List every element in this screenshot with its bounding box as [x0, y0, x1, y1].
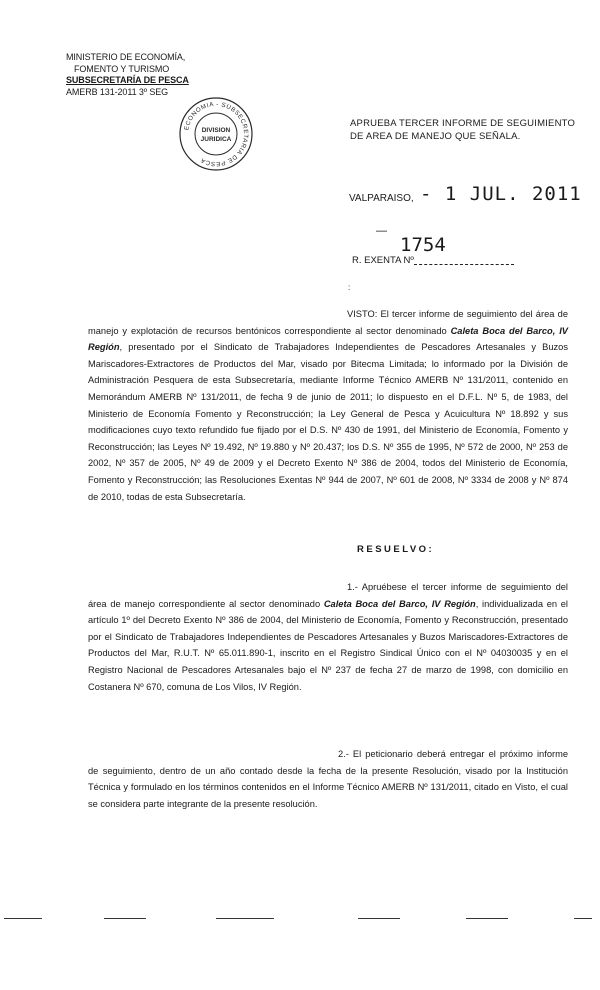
svg-text:DIVISION: DIVISION: [201, 127, 231, 134]
resolution-subject: [350, 118, 575, 143]
division-juridica-stamp: [178, 96, 254, 172]
letterhead: [66, 52, 189, 98]
svg-text:ECONOMIA - SUBSECRETARIA DE PE: ECONOMIA - SUBSECRETARIA DE PESCA: [183, 100, 250, 168]
signature-line-5: [466, 918, 508, 919]
signature-line-6: [574, 918, 592, 919]
ministry-subname: FOMENTO Y TURISMO: [74, 63, 170, 74]
visto-paragraph: [88, 306, 568, 505]
subject-line-1: APRUEBA TERCER INFORME DE SEGUIMIENTO: [350, 118, 576, 129]
resolution-number: 1754: [400, 234, 446, 256]
number-dash: —: [376, 225, 387, 237]
signature-line-1: [4, 918, 42, 919]
stamped-date: - 1 JUL. 2011: [420, 183, 582, 205]
signature-line-4: [358, 918, 400, 919]
article-1-lead: 1.- Apruébese el tercer informe de seguimiento del área de manejo correspondiente al sector denominado: [88, 582, 568, 609]
visto-lead: VISTO: El tercer informe de seguimiento del área de manejo y explotación de recursos bentónicos correspondiente al sector denominado: [88, 309, 568, 336]
subsecretariat-name: SUBSECRETARÍA DE PESCA: [66, 75, 189, 85]
signature-line-3: [216, 918, 274, 919]
article-2-text: 2.- El peticionario deberá entregar el próximo informe de seguimiento, dentro de un año contado desde la fecha de la presente Resolución, visado por la Institución Técnica y formulado en los términos contenidos en el Informe Técnico AMERB Nº 131/2011, citado en Visto, el cual se considera parte integrante de la presente resolución.: [88, 749, 568, 809]
article-1-rest: , individualizada en el artículo 1º del Decreto Exento Nº 386 de 2004, del Ministerio de Economía, Fomento y Reconstrucción, presentado por el Sindicato de Trabajadores Independientes de Pescadores Artesanales y Buzos Mariscadores-Extractores de Productos del Mar, R.U.T. Nº 65.011.890-1, inscrito en el Registro Sindical Único con el Nº 04030035 y en el Registro Nacional de Pescadores Artesanales bajo el Nº 237 de fecha 27 de marzo de 1998, con domicilio en Costanera Nº 670, comuna de Los Vilos, IV Región.: [88, 598, 568, 692]
resolution-label: R. EXENTA Nº: [352, 255, 414, 266]
article-2-paragraph: [88, 746, 568, 812]
margin-mark: :: [348, 283, 351, 292]
place-label: VALPARAISO,: [349, 193, 414, 204]
subject-line-2: DE AREA DE MANEJO QUE SEÑALA.: [350, 130, 521, 142]
visto-sector-name: Caleta Boca del Barco, IV Región: [88, 325, 568, 353]
visto-rest: , presentado por el Sindicato de Trabajadores Independientes de Pescadores Artesanales y Buzos Mariscadores-Extractores de Productos del Mar, visado por Bitecma Limitada; lo informado por la División de Administración Pesquera de esta Subsecretaría, mediante Informe Técnico AMERB Nº 131/2011, contenido en Memorándum AMERB Nº 131/2011, de fecha 9 de junio de 2011; lo dispuesto en el D.F.L. Nº 5, de 1983, del Ministerio de Economía Fomento y Reconstrucción; la Ley General de Pesca y Acuicultura Nº 18.892 y sus modificaciones cuyo texto refundido fue fijado por el D.S. Nº 430 de 1991, del Ministerio de Economía, Fomento y Reconstrucción; las Leyes Nº 19.492, Nº 19.880 y Nº 20.437; los D.S. Nº 355 de 1995, Nº 572 de 2000, Nº 253 de 2002, Nº 357 de 2005, Nº 49 de 2009 y el Decreto Exento Nº 386 de 2004, todos del Ministerio de Economía, Fomento y Reconstrucción; las Resoluciones Exentas Nº 944 de 2007, Nº 601 de 2008, Nº 3334 de 2008 y Nº 874 de 2010, todas de esta Subsecretaría.: [88, 342, 568, 502]
number-dashed-line: [414, 264, 514, 265]
signature-line-2: [104, 918, 146, 919]
article-1-paragraph: [88, 579, 568, 695]
resuelvo-heading: RESUELVO:: [357, 544, 435, 555]
svg-text:JURIDICA: JURIDICA: [200, 136, 232, 143]
article-1-sector-name: Caleta Boca del Barco, IV Región: [323, 598, 476, 609]
file-reference: AMERB 131-2011 3º SEG: [66, 86, 169, 97]
ministry-name: MINISTERIO DE ECONOMÍA,: [66, 52, 186, 62]
